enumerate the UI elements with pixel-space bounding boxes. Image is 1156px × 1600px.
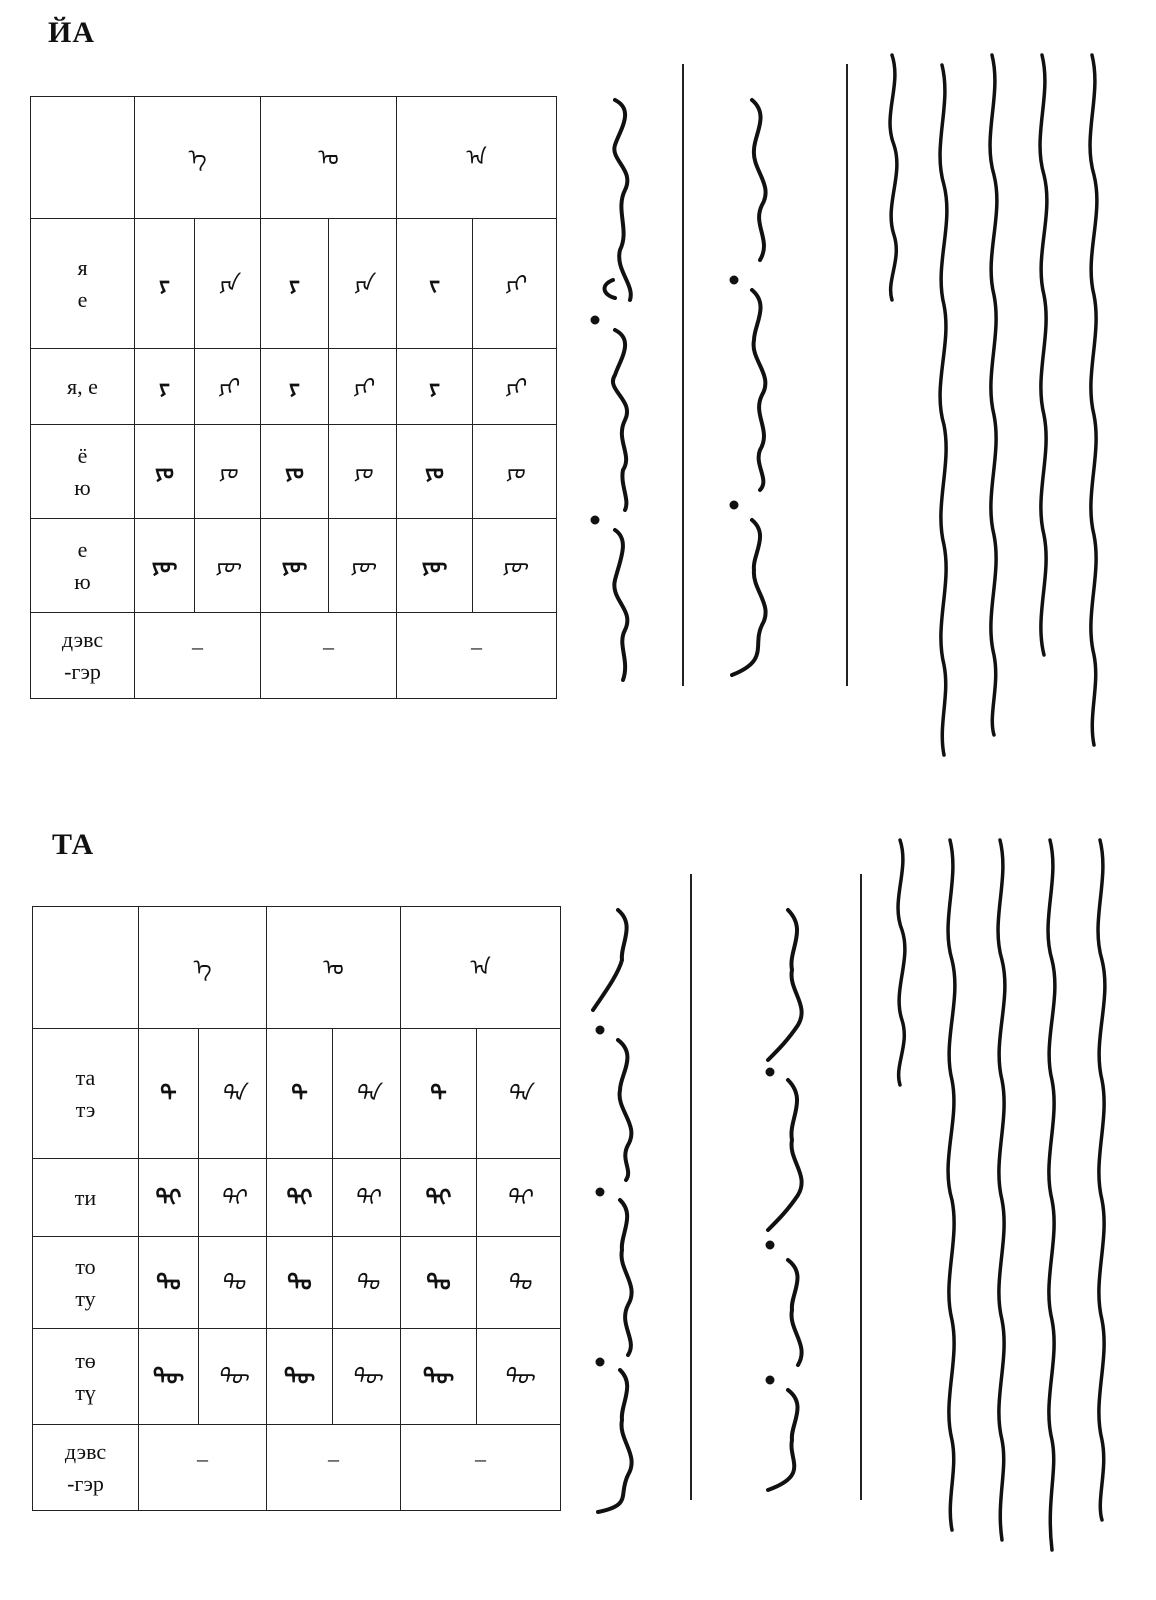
glyph-cell: ᠶ xyxy=(135,349,195,425)
glyph-cell: ᠶ xyxy=(261,219,329,349)
glyph-cell: ᠲᠣ xyxy=(477,1237,561,1329)
glyph-cell: ᠲᠣ xyxy=(333,1237,401,1329)
dash-cell: – xyxy=(397,613,557,699)
handwriting-paragraph xyxy=(872,45,1122,765)
glyph-cell: ᠲ xyxy=(401,1029,477,1159)
table-row xyxy=(31,519,557,613)
handwriting-column xyxy=(575,90,655,690)
glyph-cell: ᠲᠥ xyxy=(333,1329,401,1425)
row-label: я, е xyxy=(31,349,135,425)
glyph-cell: ᠶᠣ xyxy=(135,425,195,519)
letter-table-ya xyxy=(30,96,557,699)
table-header-row xyxy=(31,97,557,219)
glyph-cell: ᠶᠢ xyxy=(329,349,397,425)
vowel-header: ᠣ xyxy=(261,97,397,219)
glyph-cell: ᠲᠢ xyxy=(139,1159,199,1237)
glyph-cell: ᠲ xyxy=(267,1029,333,1159)
table-footer-row xyxy=(33,1425,561,1511)
glyph-cell: ᠶᠢ xyxy=(195,349,261,425)
glyph-cell: ᠲᠢ xyxy=(477,1159,561,1237)
glyph-cell: ᠶᠥ xyxy=(329,519,397,613)
divider-line xyxy=(860,874,862,1500)
glyph-cell: ᠶ xyxy=(261,349,329,425)
table-row xyxy=(31,219,557,349)
vowel-header: ᠠ xyxy=(401,907,561,1029)
vowel-header: ᠡ xyxy=(135,97,261,219)
glyph-cell: ᠲᠥ xyxy=(267,1329,333,1425)
glyph-cell: ᠶᠥ xyxy=(135,519,195,613)
vowel-header: ᠡ xyxy=(139,907,267,1029)
dash-cell: – xyxy=(135,613,261,699)
glyph-cell: ᠶᠣ xyxy=(329,425,397,519)
glyph-cell: ᠶᠢ xyxy=(473,349,557,425)
row-label: то ту xyxy=(33,1237,139,1329)
glyph-cell: ᠲᠥ xyxy=(477,1329,561,1425)
glyph-cell: ᠶᠣ xyxy=(261,425,329,519)
table-row xyxy=(33,1329,561,1425)
glyph-cell: ᠶ xyxy=(135,219,195,349)
glyph-cell: ᠲᠣ xyxy=(199,1237,267,1329)
glyph-cell: ᠶᠥ xyxy=(261,519,329,613)
row-label: дэвс -гэр xyxy=(33,1425,139,1511)
glyph-cell: ᠲᠠ xyxy=(333,1029,401,1159)
glyph-cell: ᠲ xyxy=(139,1029,199,1159)
glyph-cell: ᠶ xyxy=(397,349,473,425)
corner-cell xyxy=(33,907,139,1029)
dash-cell: – xyxy=(139,1425,267,1511)
table-row xyxy=(31,349,557,425)
glyph-cell: ᠶᠥ xyxy=(473,519,557,613)
dash-cell: – xyxy=(261,613,397,699)
glyph-cell: ᠲᠢ xyxy=(199,1159,267,1237)
glyph-cell: ᠲᠥ xyxy=(139,1329,199,1425)
row-label: тө тү xyxy=(33,1329,139,1425)
letter-table-ta xyxy=(32,906,561,1511)
divider-line xyxy=(690,874,692,1500)
glyph-cell: ᠲᠥ xyxy=(401,1329,477,1425)
glyph-cell: ᠲᠢ xyxy=(401,1159,477,1237)
table-header-row xyxy=(33,907,561,1029)
glyph-cell: ᠶᠣ xyxy=(473,425,557,519)
row-label: е ю xyxy=(31,519,135,613)
glyph-cell: ᠲᠣ xyxy=(401,1237,477,1329)
vowel-header: ᠣ xyxy=(267,907,401,1029)
glyph-cell: ᠶᠣ xyxy=(195,425,261,519)
row-label: та тэ xyxy=(33,1029,139,1159)
handwriting-column xyxy=(578,900,658,1520)
table-row xyxy=(31,425,557,519)
glyph-cell: ᠲᠠ xyxy=(199,1029,267,1159)
handwriting-column xyxy=(748,900,828,1500)
glyph-cell: ᠶᠠ xyxy=(195,219,261,349)
divider-line xyxy=(682,64,684,686)
glyph-cell: ᠲᠠ xyxy=(477,1029,561,1159)
glyph-cell: ᠶ᠋ xyxy=(397,219,473,349)
divider-line xyxy=(846,64,848,686)
glyph-cell: ᠲᠥ xyxy=(199,1329,267,1425)
table-row xyxy=(33,1159,561,1237)
glyph-cell: ᠶᠥ xyxy=(195,519,261,613)
glyph-cell: ᠶᠡ xyxy=(329,219,397,349)
row-label: ё ю xyxy=(31,425,135,519)
corner-cell xyxy=(31,97,135,219)
glyph-cell: ᠶᠣ xyxy=(397,425,473,519)
glyph-cell: ᠶᠢ xyxy=(473,219,557,349)
glyph-cell: ᠲᠣ xyxy=(139,1237,199,1329)
row-label: я е xyxy=(31,219,135,349)
glyph-cell: ᠶᠥ xyxy=(397,519,473,613)
row-label: дэвс -гэр xyxy=(31,613,135,699)
handwriting-column xyxy=(712,90,792,680)
table-row xyxy=(33,1237,561,1329)
section-title-ta: ТА xyxy=(52,828,95,861)
glyph-cell: ᠲᠣ xyxy=(267,1237,333,1329)
table-footer-row xyxy=(31,613,557,699)
dash-cell: – xyxy=(401,1425,561,1511)
vowel-header: ᠠ xyxy=(397,97,557,219)
handwriting-paragraph xyxy=(880,830,1140,1570)
section-title-ya: ЙА xyxy=(48,16,95,49)
row-label: ти xyxy=(33,1159,139,1237)
dash-cell: – xyxy=(267,1425,401,1511)
glyph-cell: ᠲᠢ xyxy=(267,1159,333,1237)
glyph-cell: ᠲᠢ xyxy=(333,1159,401,1237)
table-row xyxy=(33,1029,561,1159)
